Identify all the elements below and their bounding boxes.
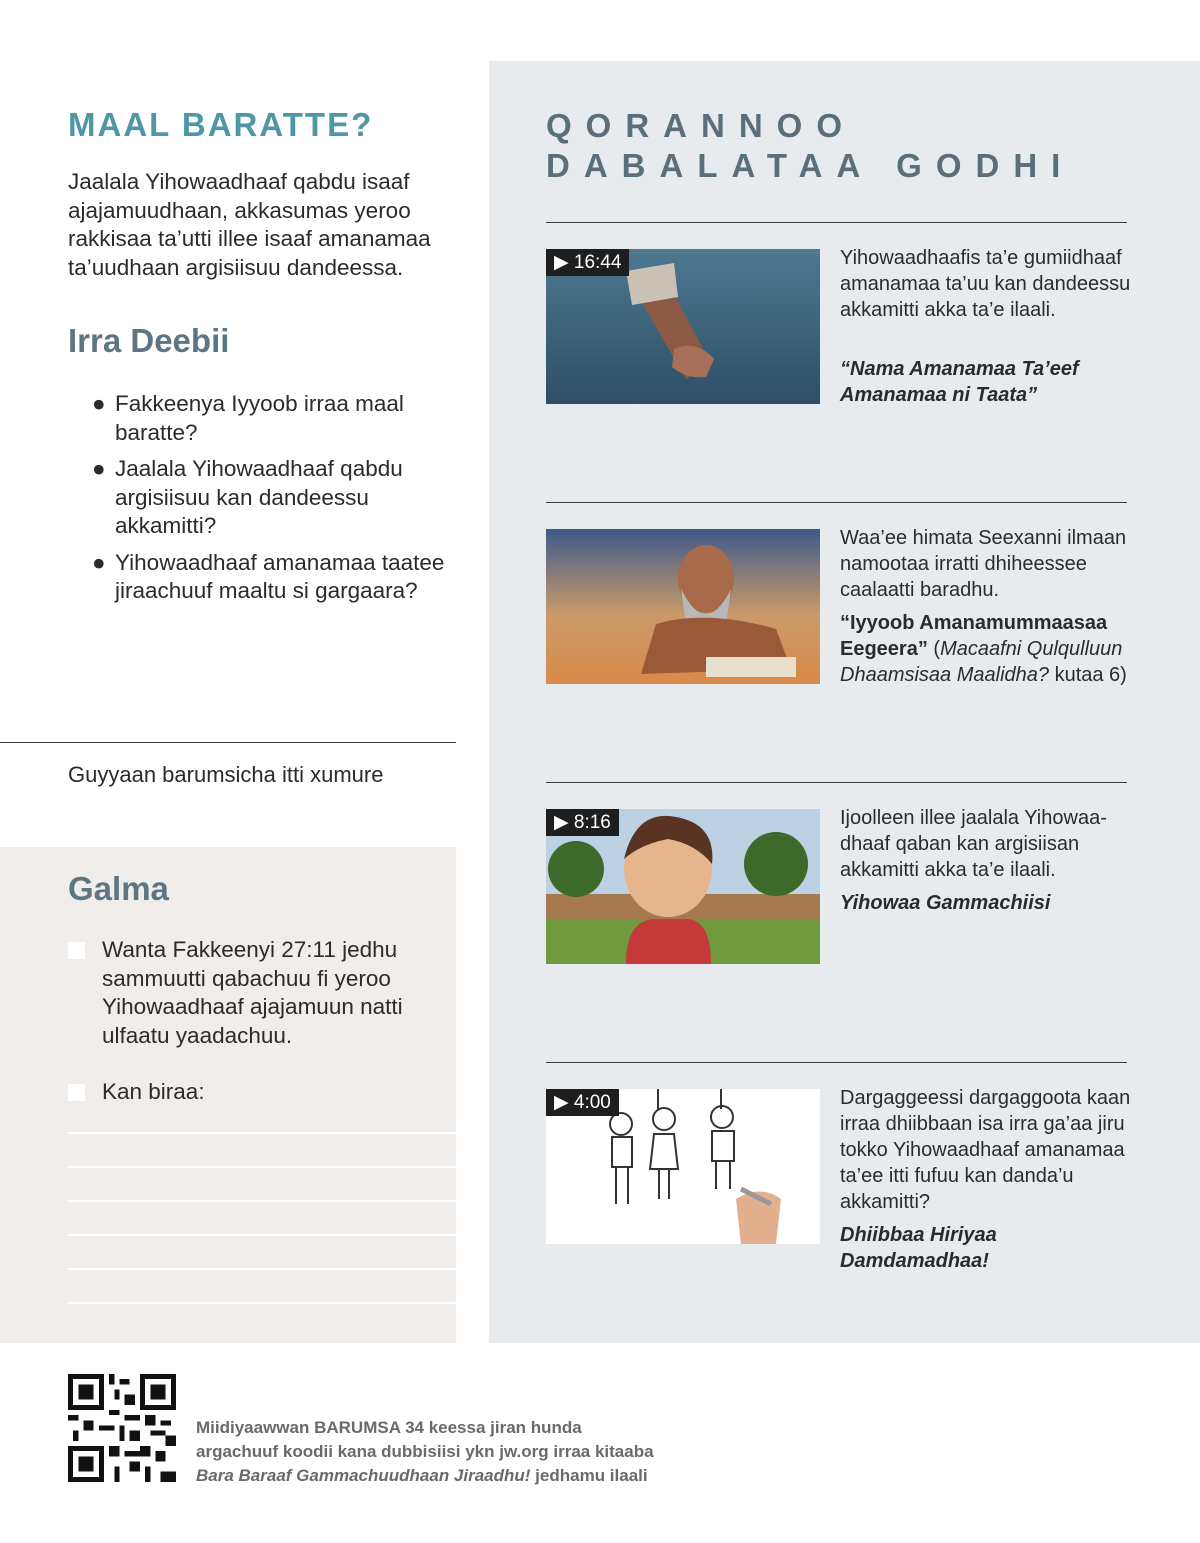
review-question: ● Yihowaadhaaf amanamaa taatee jiraachuuf maaltu si gargaara? [92, 549, 445, 603]
writing-line[interactable] [68, 1268, 456, 1270]
checkbox-icon[interactable] [68, 942, 85, 959]
qr-code-icon[interactable] [68, 1374, 176, 1482]
further-study-title: QORANNOO DABALATAA GODHI [546, 107, 1075, 184]
review-question: ● Fakkeenya Iyyoob irraa maal baratte? [92, 391, 404, 445]
review-title: Irra Deebii [68, 322, 230, 359]
footer-note: Miidiyaawwan BARUMSA 34 keessa jiran hunda argachuuf koodii kana dubbisiisi ykn jw.org irraa kitaaba Bara Baraaf Gammachuudhaan Jiraadhu! jedhamu ilaali [196, 1418, 654, 1485]
section-title: MAAL BARATTE? [68, 106, 374, 143]
writing-line[interactable] [68, 1234, 456, 1236]
writing-line[interactable] [68, 1166, 456, 1168]
video-description: Dargaggeessi dargaggoota kaan irraa dhiibbaan isa irra ga’aa jiru tokko Yihowaadhaaf amanamaa ta’ee itti fufuu kan danda’u akkamitti? [840, 1087, 1131, 1213]
video-description: Waa’ee himata Seexanni ilmaan namootaa irratti dhiheessee caalaatti baradhu. [840, 527, 1127, 601]
video-title[interactable]: “Iyyoob Amanamummaasaa Eegeera” (Macaafni Qulqulluun Dhaamsisaa Maalidha? kutaa 6) [840, 612, 1127, 686]
divider [0, 742, 456, 743]
video-description: Ijoolleen illee jaalala Yihowaadhaaf qaban kan argisiisan akkamitti akka ta’e ilaali. [840, 807, 1107, 881]
goal-text: Wanta Fakkeenyi 27:11 jedhu sammuutti qabachuu fi yeroo Yihowaadhaaf ajajamuun natti ulfaatu yaadachuu. [102, 937, 403, 1048]
review-questions [92, 390, 472, 614]
video-title[interactable]: “Nama Amanamaa Ta’eef Amanamaa ni Taata” [840, 358, 1079, 406]
goal-item [68, 936, 438, 1050]
goal-text: Kan biraa: [102, 1079, 205, 1104]
video-title[interactable]: Yihowaa Gammachiisi [840, 892, 1051, 914]
video-thumbnail[interactable] [546, 809, 820, 964]
divider [546, 502, 1127, 503]
intro-paragraph: Jaalala Yihowaadhaaf qabdu isaaf ajajamuudhaan, akkasumas yeroo rakkisaa ta’utti illee isaaf amanamaa ta’uudhaan argisiisuu dandeessa. [68, 169, 431, 280]
bullet-icon: ● [92, 391, 106, 416]
writing-line[interactable] [68, 1200, 456, 1202]
video-thumbnail[interactable] [546, 1089, 820, 1244]
video-thumbnail[interactable] [546, 249, 820, 404]
video-duration: ▶ 8:16 [546, 809, 619, 836]
writing-line[interactable] [68, 1132, 456, 1134]
review-question: ● Jaalala Yihowaadhaaf qabdu argisiisuu kan dandeessu akkamitti? [92, 456, 403, 538]
writing-line[interactable] [68, 1302, 456, 1304]
video-duration: ▶ 4:00 [546, 1089, 619, 1116]
goals-title: Galma [68, 870, 169, 907]
divider [546, 782, 1127, 783]
checkbox-icon[interactable] [68, 1084, 85, 1101]
goal-item-other [68, 1078, 438, 1107]
video-thumbnail[interactable] [546, 529, 820, 684]
video-description: Yihowaadhaafis ta’e gumiidhaaf amanamaa ta’uu kan dandeessu akkamitti akka ta’e ilaali. [840, 247, 1131, 321]
completion-date-label: Guyyaan barumsicha itti xumure [68, 762, 384, 787]
divider [546, 1062, 1127, 1063]
video-title[interactable]: Dhiibbaa Hiriyaa Damdamadhaa! [840, 1224, 997, 1272]
divider [546, 222, 1127, 223]
bullet-icon: ● [92, 549, 106, 575]
video-duration: ▶ 16:44 [546, 249, 629, 276]
job-illustration [546, 529, 820, 684]
bullet-icon: ● [92, 456, 106, 481]
